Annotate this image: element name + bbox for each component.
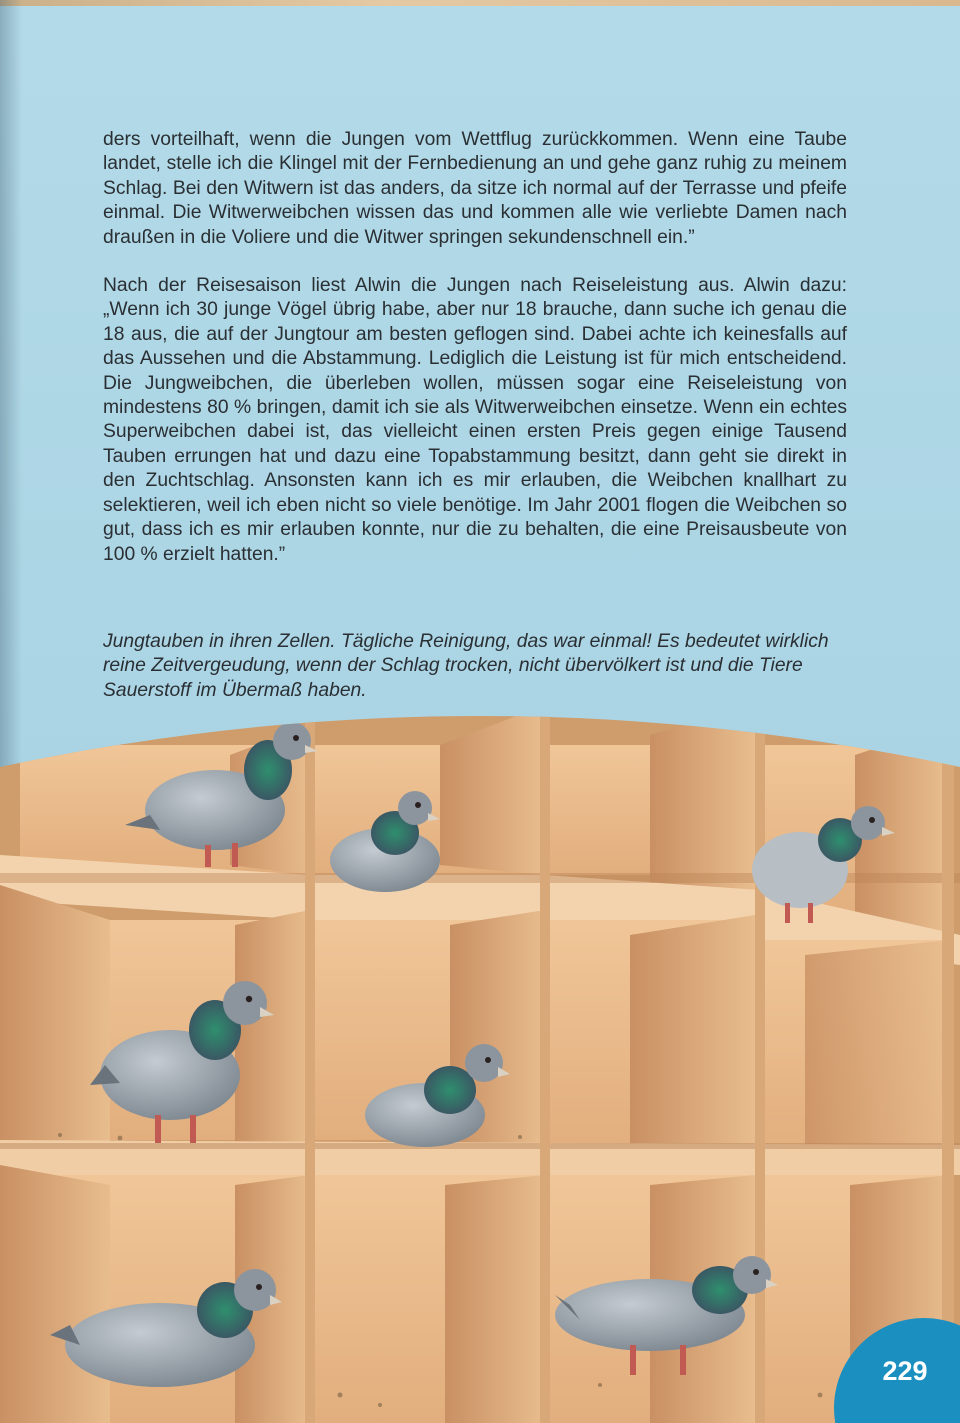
paragraph-1: ders vorteilhaft, wenn die Jungen vom Wettflug zurückkommen. Wenn eine Taube landet, stelle ich die Klingel mit der Fernbedienung an und gehe ganz ruhig zu meinem Schlag. Bei den Witwern ist das anders, da sitze ich normal auf der Terrasse und pfeife einmal. Die Witwerweibchen wissen das und kommen alle wie verliebte Damen nach draußen in die Voliere und die Witwer springen sekundenschnell ein.” bbox=[103, 129, 847, 248]
page-top-edge bbox=[0, 0, 960, 6]
pigeon-loft-illustration bbox=[0, 705, 960, 1423]
paragraph-2: Nach der Reisesaison liest Alwin die Jungen nach Reiseleistung aus. Alwin dazu: „Wenn ich 30 junge Vögel übrig habe, aber nur 18 brauche, dann suche ich genau die 18 aus, die auf der Jungtour am besten geflogen sind. Dabei achte ich keinesfalls auf das Aussehen und die Abstammung. Lediglich die Leistung ist für mich entscheidend. Die Jungweibchen, die überleben wollen, müssen sogar eine Reiseleistung von mindestens 80 % bringen, damit ich sie als Witwerweibchen einsetze. Wenn ein echtes Superweibchen dabei ist, das vielleicht einen ersten Preis gegen einige Tausend Tauben errungen hat und dazu eine Topabstammung besitzt, dann geht sie direkt in den Zuchtschlag. Ansonsten kann ich es mir erlauben, die Weibchen knallhart zu selektieren, weil ich eben nicht so viele benötige. Im Jahr 2001 flogen die Weibchen so gut, dass ich es mir erlauben konnte, nur die zu behalten, die eine Preisausbeute von 100 % erzielt hatten.” bbox=[103, 275, 847, 565]
photo-caption: Jungtauben in ihren Zellen. Tägliche Reinigung, das war einmal! Es bedeutet wirklich reine Zeitvergeudung, wenn der Schlag trocken, nicht übervölkert ist und die Tiere Sauerstoff im Übermaß haben. bbox=[103, 631, 829, 701]
pigeon-loft-photo bbox=[0, 705, 960, 1423]
page-number: 229 bbox=[882, 1356, 928, 1386]
body-text bbox=[103, 128, 847, 591]
